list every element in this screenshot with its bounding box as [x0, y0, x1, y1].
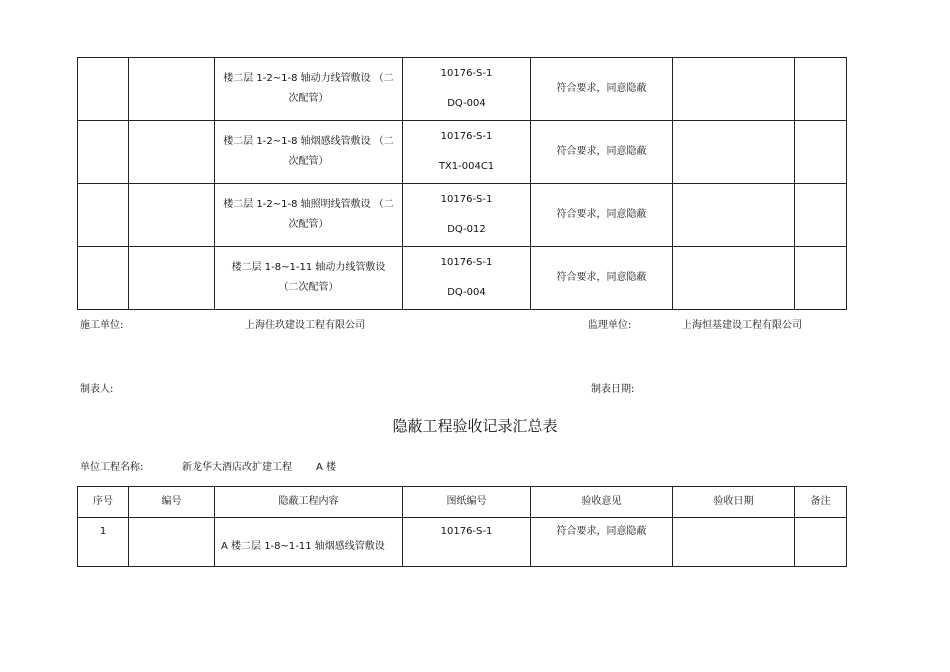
opinion-cell: 符合要求，同意隐蔽 — [531, 184, 673, 247]
header-seq: 序号 — [78, 487, 129, 518]
opinion-cell: 符合要求，同意隐蔽 — [531, 518, 673, 567]
opinion-cell: 符合要求，同意隐蔽 — [531, 58, 673, 121]
table-row — [78, 58, 847, 121]
date-cell — [673, 121, 795, 184]
prepared-by-label: 制表人: — [80, 384, 114, 395]
remarks-cell — [795, 247, 847, 310]
content-cell: 楼二层 1-2~1-8 轴照明线管敷设 （二 次配管） — [215, 184, 403, 247]
project-name-value: 新龙华大酒店改扩建工程 — [182, 462, 292, 473]
remarks-cell — [795, 518, 847, 567]
header-opinion: 验收意见 — [531, 487, 673, 518]
date-cell — [673, 518, 795, 567]
date-cell — [673, 247, 795, 310]
seq-cell: 1 — [78, 518, 129, 567]
construction-unit-value: 上海住玖建设工程有限公司 — [245, 320, 365, 331]
building-value: A 楼 — [316, 462, 337, 473]
summary-table — [77, 486, 847, 567]
remarks-cell — [795, 121, 847, 184]
table-row — [78, 184, 847, 247]
seq-cell — [78, 184, 129, 247]
header-date: 验收日期 — [673, 487, 795, 518]
header-number: 编号 — [129, 487, 215, 518]
drawing-cell: 10176-S-1 DQ-004 — [403, 247, 531, 310]
construction-unit-label: 施工单位: — [80, 320, 124, 331]
content-cell: 楼二层 1-8~1-11 轴动力线管敷设 （二次配管） — [215, 247, 403, 310]
project-name-label: 单位工程名称: — [80, 462, 144, 473]
content-cell: A 楼二层 1-8~1-11 轴烟感线管敷设 — [215, 518, 403, 567]
table-row — [78, 247, 847, 310]
content-cell: 楼二层 1-2~1-8 轴动力线管敷设 （二 次配管） — [215, 58, 403, 121]
remarks-cell — [795, 58, 847, 121]
continued-record-table — [77, 57, 847, 310]
header-content: 隐蔽工程内容 — [215, 487, 403, 518]
number-cell — [129, 121, 215, 184]
supervision-unit-label: 监理单位: — [588, 320, 632, 331]
seq-cell — [78, 121, 129, 184]
drawing-cell: 10176-S-1 — [403, 518, 531, 567]
table-header-row — [78, 487, 847, 518]
number-cell — [129, 184, 215, 247]
seq-cell — [78, 247, 129, 310]
table-row — [78, 518, 847, 567]
header-remarks: 备注 — [795, 487, 847, 518]
number-cell — [129, 518, 215, 567]
supervision-unit-value: 上海恒基建设工程有限公司 — [682, 320, 802, 331]
header-drawing: 图纸编号 — [403, 487, 531, 518]
prepared-date-label: 制表日期: — [591, 384, 635, 395]
content-cell: 楼二层 1-2~1-8 轴烟感线管敷设 （二 次配管） — [215, 121, 403, 184]
opinion-cell: 符合要求，同意隐蔽 — [531, 247, 673, 310]
date-cell — [673, 184, 795, 247]
drawing-cell: 10176-S-1 DQ-004 — [403, 58, 531, 121]
number-cell — [129, 58, 215, 121]
remarks-cell — [795, 184, 847, 247]
table-row — [78, 121, 847, 184]
drawing-cell: 10176-S-1 DQ-012 — [403, 184, 531, 247]
opinion-cell: 符合要求，同意隐蔽 — [531, 121, 673, 184]
page-title: 隐蔽工程验收记录汇总表 — [392, 417, 558, 435]
drawing-cell: 10176-S-1 TX1-004C1 — [403, 121, 531, 184]
number-cell — [129, 247, 215, 310]
seq-cell — [78, 58, 129, 121]
date-cell — [673, 58, 795, 121]
